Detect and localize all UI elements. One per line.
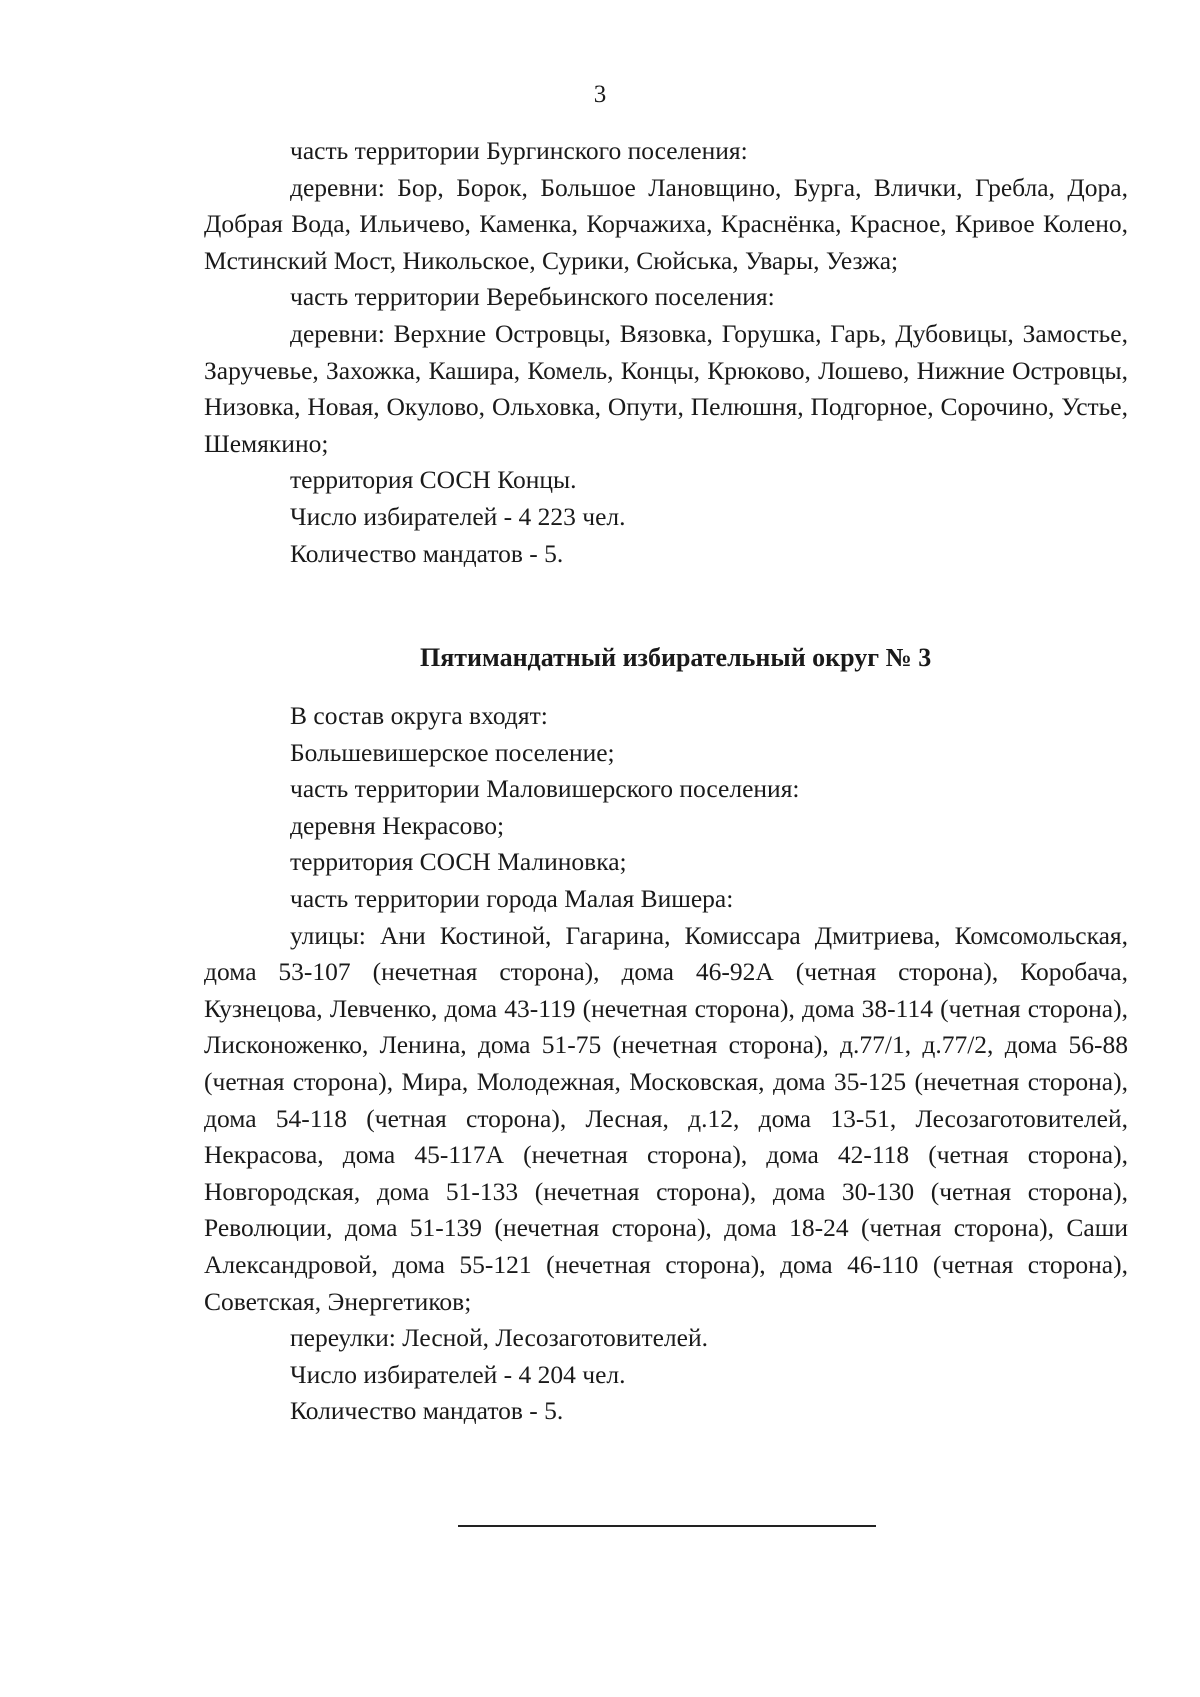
paragraph-burga-heading: часть территории Бургинского поселения: — [290, 136, 748, 165]
paragraph-verebye-villages: деревни: Верхние Островцы, Вязовка, Горушка, Гарь, Дубовицы, Замостье, Заручевье, Захожка, Кашира, Комель, Концы, Крюково, Лошево, Нижние Островцы, Низовка, Новая, Окулово, Ольховка, Опути, Пелюшня, Подгорное, Сорочино, Устье, Шемякино; — [204, 318, 1128, 458]
paragraph-sosn-malinovka: территория СОСН Малиновка; — [290, 847, 627, 877]
section-heading: Пятимандатный избирательный округ № 3 — [420, 643, 932, 672]
paragraph-mandates-count: Количество мандатов - 5. — [290, 538, 564, 568]
paragraph-composition: В состав округа входят: — [290, 701, 548, 730]
paragraph-city-part: часть территории города Малая Вишера: — [290, 883, 734, 913]
paragraph-lanes: переулки: Лесной, Лесозаготовителей. — [290, 1323, 708, 1353]
page-number: 3 — [593, 81, 607, 108]
district-2-continuation — [204, 133, 1128, 572]
paragraph-bolshaya-vishera: Большевишерское поселение; — [290, 737, 615, 767]
paragraph-burga-villages: деревни: Бор, Борок, Большое Лановщино, Бурга, Влички, Гребла, Дора, Добрая Вода, Ильичево, Каменка, Корчажиха, Краснёнка, Красное, Кривое Колено, Мстинский Мост, Никольское, Сурики, Сюйська, Увары, Уезжа; — [204, 172, 1128, 275]
paragraph-voters-count: Число избирателей - 4 223 чел. — [290, 501, 626, 531]
paragraph-streets: улицы: Ани Костиной, Гагарина, Комиссара Дмитриева, Комсомольская, дома 53-107 (нечетная сторона), дома 46-92А (четная сторона), Коробача, Кузнецова, Левченко, дома 43-119 (нечетная сторона), дома 38-114 (четная сторона), Лисконоженко, Ленина, дома 51-75 (нечетная сторона), д.77/1, д.77/2, дома 56-88 (четная сторона), Мира, Молодежная, Московская, дома 35-125 (нечетная сторона), дома 54-118 (четная сторона), Лесная, д.12, дома 13-51, Лесозаготовителей, Некрасова, дома 45-117А (нечетная сторона), дома 42-118 (четная сторона), Новгородская, дома 51-133 (нечетная сторона), дома 30-130 (четная сторона), Революции, дома 51-139 (нечетная сторона), дома 18-24 (четная сторона), Саши Александровой, дома 55-121 (нечетная сторона), дома 46-110 (четная сторона), Советская, Энергетиков; — [204, 920, 1128, 1316]
paragraph-voters-count: Число избирателей - 4 204 чел. — [290, 1359, 626, 1389]
paragraph-nekrasovo: деревня Некрасово; — [290, 810, 505, 840]
paragraph-malaya-vishera-settlement: часть территории Маловишерского поселения: — [290, 774, 800, 804]
end-divider-line — [458, 1525, 876, 1527]
paragraph-verebye-heading: часть территории Веребьинского поселения: — [290, 282, 775, 312]
paragraph-mandates-count: Количество мандатов - 5. — [290, 1396, 564, 1426]
district-3-body — [204, 698, 1128, 1430]
paragraph-sosn-kontsy: территория СОСН Концы. — [290, 465, 577, 495]
